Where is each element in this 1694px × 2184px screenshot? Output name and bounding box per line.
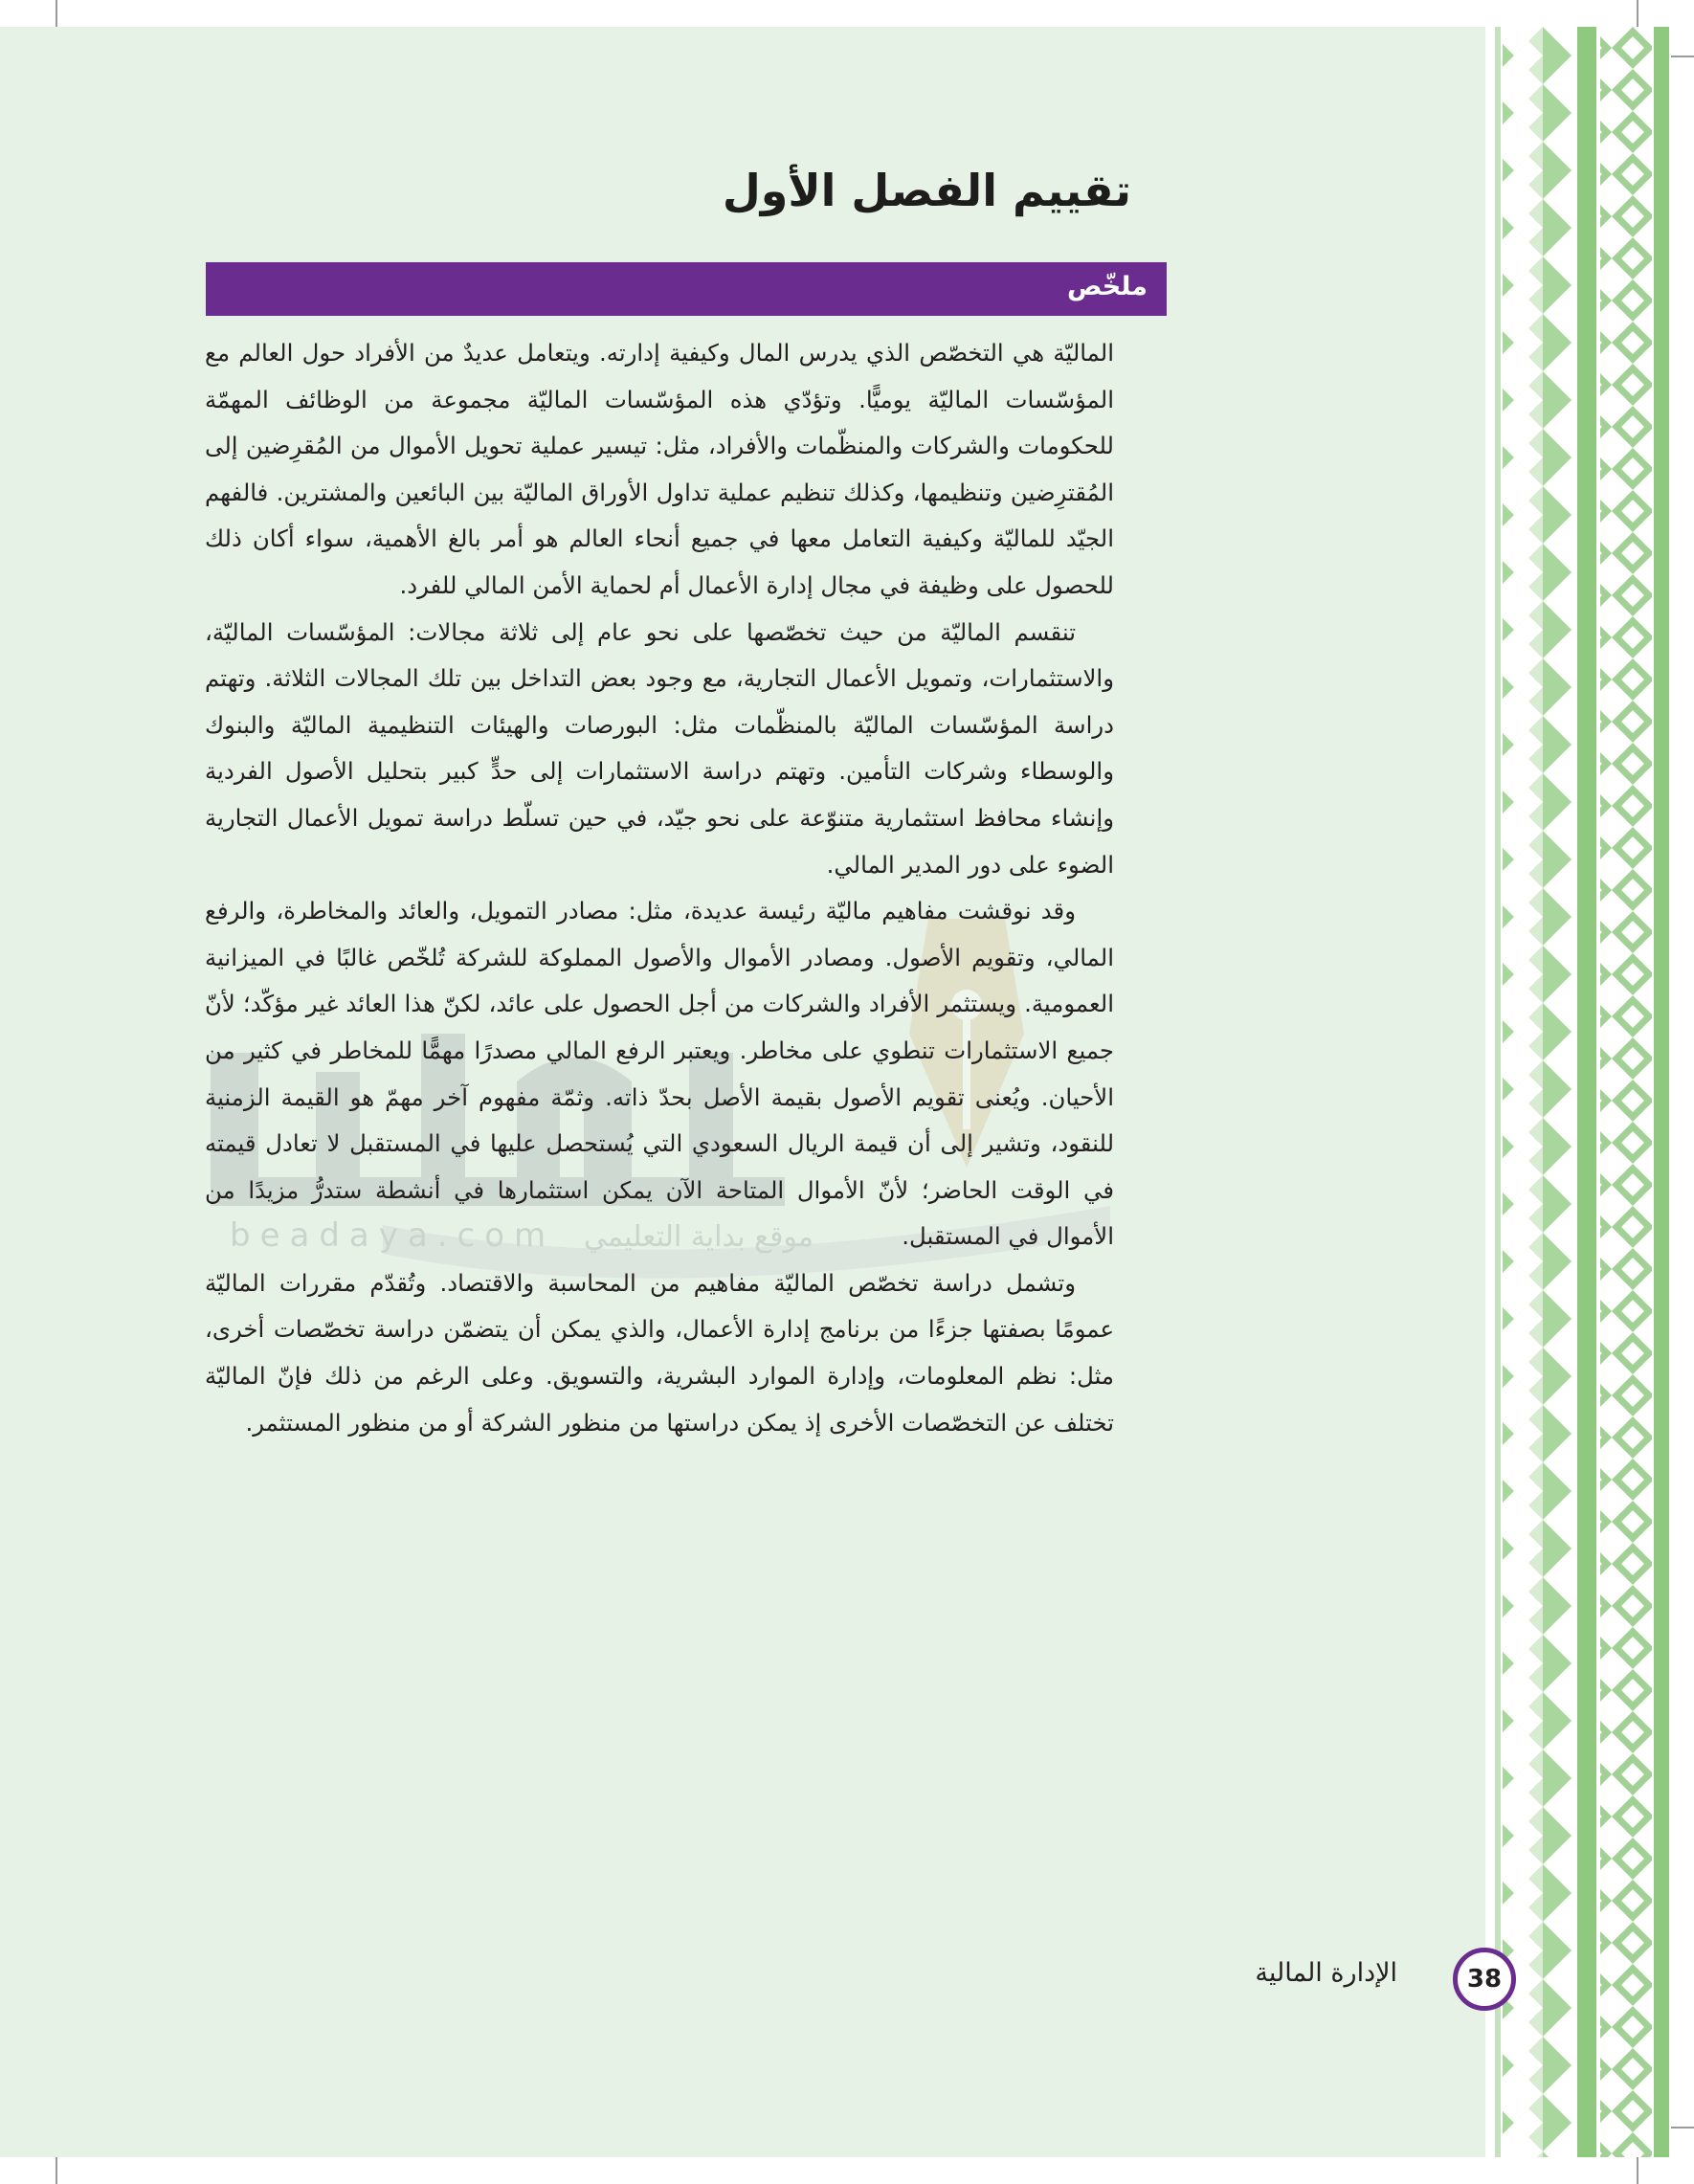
paragraph-4: وتشمل دراسة تخصّص الماليّة مفاهيم من المحاسبة والاقتصاد. وتُقدّم مقررات الماليّة عمومًا بصفتها جزءًا من برنامج إدارة الأعمال، والذي يمكن أن يتضمّن دراسة تخصّصات أخرى، مثل: نظم المعلومات، وإدارة الموارد البشرية، والتسويق. وعلى الرغم من ذلك فإنّ الماليّة تختلف عن التخصّصات الأخرى إذ يمكن دراستها من منظور الشركة أو من منظور المستثمر. — [205, 1268, 1114, 1437]
page-number: 38 — [1466, 1965, 1503, 1994]
section-header-bar — [206, 262, 1167, 316]
paragraph-1: الماليّة هي التخصّص الذي يدرس المال وكيفية إدارته. ويتعامل عديدٌ من الأفراد حول العالم مع المؤسّسات الماليّة يوميًّا. وتؤدّي هذه المؤسّسات الماليّة مجموعة من الوظائف المهمّة للحكومات والشركات والمنظّمات والأفراد، مثل: تيسير عملية تحويل الأموال من المُقرِضين إلى المُقترِضين وتنظيمها، وكذلك تنظيم عملية تداول الأوراق الماليّة بين البائعين والمشترين. فالفهم الجيّد للماليّة وكيفية التعامل معها في جميع أنحاء العالم هو أمر بالغ الأهمية، سواء أكان ذلك للحصول على وظيفة في مجال إدارة الأعمال أم لحماية الأمن المالي للفرد. — [205, 339, 1114, 599]
watermark-tagline: موقع بداية التعليمي — [583, 1220, 814, 1254]
summary-body — [205, 330, 1114, 1446]
page-title: تقييم الفصل الأول — [722, 165, 1131, 216]
paragraph-3: وقد نوقشت مفاهيم ماليّة رئيسة عديدة، مثل: مصادر التمويل، والعائد والمخاطرة، والرفع المالي، وتقويم الأصول. ومصادر الأموال والأصول المملوكة للشركة تُلخّص غالبًا في الميزانية العمومية. ويستثمر الأفراد والشركات من أجل الحصول على عائد، لكنّ هذا العائد غير مؤكّد؛ لأنّ جميع الاستثمارات تنطوي على مخاطر. ويعتبر الرفع المالي مصدرًا مهمًّا للمخاطر في كثير من الأحيان. ويُعنى تقويم الأصول بقيمة الأصل بحدّ ذاته. وثمّة مفهوم آخر مهمّ هو القيمة الزمنية للنقود، وتشير إلى أن قيمة الريال السعودي التي يُستحصل عليها في المستقبل لا تعادل قيمته في الوقت الحاضر؛ لأنّ الأموال المتاحة الآن يمكن استثمارها في أنشطة ستدرُّ مزيدًا من الأموال في المستقبل. — [205, 897, 1114, 1251]
section-label: ملخّص — [1066, 272, 1148, 301]
paragraph-2: تنقسم الماليّة من حيث تخصّصها على نحو عام إلى ثلاثة مجالات: المؤسّسات الماليّة، والاستثمارات، وتمويل الأعمال التجارية، مع وجود بعض التداخل بين تلك المجالات الثلاثة. وتهتم دراسة المؤسّسات الماليّة بالمنظّمات مثل: البورصات والهيئات التنظيمية الماليّة والبنوك والوسطاء وشركات التأمين. وتهتم دراسة الاستثمارات إلى حدٍّ كبير بتحليل الأصول الفردية وإنشاء محافظ استثمارية متنوّعة على نحو جيّد، في حين تسلّط دراسة تمويل الأعمال التجارية الضوء على دور المدير المالي. — [205, 617, 1114, 879]
decorative-zigzag-strip — [1485, 27, 1671, 2157]
page-number-badge — [1453, 1948, 1516, 2011]
watermark-site: beadaya.com — [230, 1216, 556, 1255]
book-title-footer: الإدارة المالية — [1255, 1958, 1397, 1988]
